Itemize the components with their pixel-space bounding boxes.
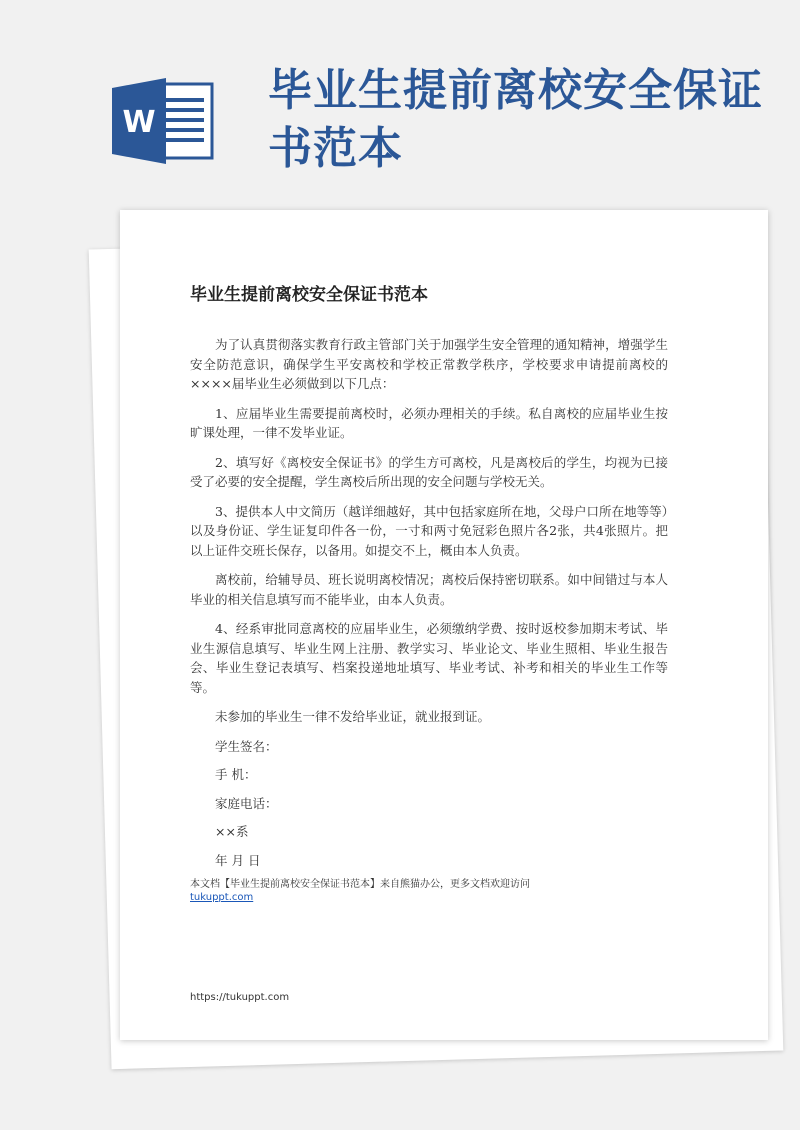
page-title: 毕业生提前离校安全保证书范本 <box>268 65 763 174</box>
footer-note-text: 本文档【毕业生提前离校安全保证书范本】来自熊猫办公，更多文档欢迎访问 <box>190 879 530 890</box>
document-content <box>190 280 668 879</box>
paragraph-intro: 为了认真贯彻落实教育行政主管部门关于加强学生安全管理的通知精神，增强学生安全防范意识，确保学生平安离校和学校正常教学秩序，学校要求申请提前离校的××××届毕业生必须做到以下几点： <box>190 337 668 391</box>
paragraph-2: 2、填写好《离校安全保证书》的学生方可离校，凡是离校后的学生，均视为已接受了必要的安全提醒，学生离校后所出现的安全问题与学校无关。 <box>190 454 668 489</box>
bottom-url: https://tukuppt.com <box>190 992 290 1003</box>
paragraph-departure: 离校前，给辅导员、班长说明离校情况；离校后保持密切联系。如中间错过与本人毕业的相关信息填写而不能毕业，由本人负责。 <box>190 572 668 607</box>
paragraph-1: 1、应届毕业生需要提前离校时，必须办理相关的手续。私自离校的应届毕业生按旷课处理，一律不发毕业证。 <box>190 405 668 440</box>
document-title: 毕业生提前离校安全保证书范本 <box>190 285 428 305</box>
student-signature-label: 学生签名： <box>215 738 278 754</box>
svg-text:W: W <box>122 105 156 140</box>
footer-link[interactable]: tukuppt.com <box>190 892 254 903</box>
footer-note <box>190 878 530 904</box>
date-label: 年 月 日 <box>215 852 261 868</box>
department-label: ××系 <box>215 824 249 839</box>
paragraph-4: 4、经系审批同意离校的应届毕业生，必须缴纳学费、按时返校参加期末考试、毕业生源信息填写、毕业生网上注册、教学实习、毕业论文、毕业生照相、毕业生报告会、毕业生登记表填写、档案投递地址填写、毕业考试、补考和相关的毕业生工作等等。 <box>190 621 668 695</box>
paragraph-closing: 未参加的毕业生一律不发给毕业证，就业报到证。 <box>215 709 491 724</box>
paragraph-3: 3、提供本人中文简历（越详细越好，其中包括家庭所在地，父母户口所在地等等）以及身份证、学生证复印件各一份，一寸和两寸免冠彩色照片各2张，共4张照片。把以上证件交班长保存，以备用。如提交不上，概由本人负责。 <box>190 503 668 558</box>
home-phone-label: 家庭电话： <box>215 795 278 811</box>
phone-label: 手 机： <box>215 767 257 782</box>
word-document-icon <box>108 78 216 164</box>
document-page <box>120 210 768 1040</box>
